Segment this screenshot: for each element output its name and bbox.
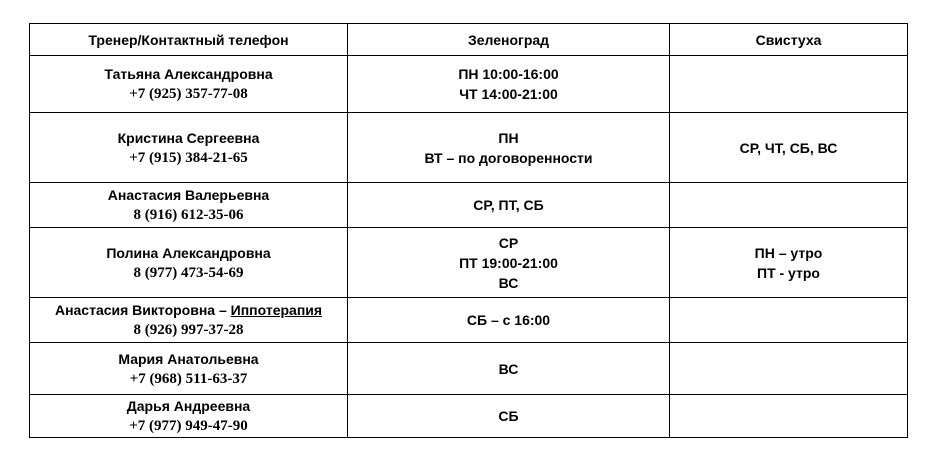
schedule-line: ВС bbox=[498, 274, 519, 291]
trainer-cell bbox=[30, 56, 348, 113]
svistukha-cell bbox=[670, 343, 908, 395]
trainer-name: Мария Анатольевна bbox=[118, 350, 259, 367]
schedule-line: ЧТ 14:00-21:00 bbox=[459, 86, 558, 102]
svistukha-cell bbox=[670, 228, 908, 298]
header-zelenograd: Зеленоград bbox=[348, 24, 670, 56]
schedule-line: ВС bbox=[498, 360, 519, 377]
trainer-cell bbox=[30, 343, 348, 395]
trainer-name: Анастасия Валерьевна bbox=[107, 187, 270, 203]
trainer-phone: +7 (915) 384-21-65 bbox=[129, 149, 248, 166]
zelenograd-cell bbox=[348, 56, 670, 113]
schedule-line: СР, ЧТ, СБ, ВС bbox=[739, 139, 838, 156]
header-svistukha: Свистуха bbox=[670, 24, 908, 56]
trainer-cell bbox=[30, 298, 348, 343]
zelenograd-cell bbox=[348, 228, 670, 298]
schedule-line: СР, ПТ, СБ bbox=[473, 197, 544, 213]
svistukha-cell bbox=[670, 56, 908, 113]
schedule-line: СР bbox=[498, 234, 519, 251]
header-row bbox=[30, 24, 908, 56]
zelenograd-cell bbox=[348, 183, 670, 228]
svistukha-cell bbox=[670, 395, 908, 438]
trainer-phone: +7 (925) 357-77-08 bbox=[129, 86, 248, 102]
schedule-line: СБ – с 16:00 bbox=[466, 312, 551, 328]
zelenograd-cell bbox=[348, 298, 670, 343]
trainer-phone: 8 (977) 473-54-69 bbox=[133, 264, 244, 281]
schedule-line: ПТ - утро bbox=[757, 264, 820, 281]
table-row bbox=[30, 56, 908, 113]
trainer-name: Полина Александровна bbox=[106, 244, 271, 261]
svistukha-cell bbox=[670, 298, 908, 343]
table-row bbox=[30, 113, 908, 183]
table-row bbox=[30, 395, 908, 438]
schedule-line: ПН – утро bbox=[754, 244, 823, 261]
trainer-phone: 8 (926) 997-37-28 bbox=[133, 322, 244, 338]
zelenograd-cell bbox=[348, 113, 670, 183]
schedule-line: ПТ 19:00-21:00 bbox=[459, 254, 558, 271]
trainer-cell bbox=[30, 395, 348, 438]
trainer-cell bbox=[30, 113, 348, 183]
table-row bbox=[30, 228, 908, 298]
svistukha-cell bbox=[670, 183, 908, 228]
trainer-cell bbox=[30, 183, 348, 228]
schedule-line: ПН bbox=[498, 129, 519, 146]
header-trainer: Тренер/Контактный телефон bbox=[30, 24, 348, 56]
schedule-table bbox=[29, 23, 908, 438]
trainer-name-text: Анастасия Викторовна – bbox=[54, 302, 231, 318]
trainer-name bbox=[34, 300, 343, 320]
trainer-name: Татьяна Александровна bbox=[104, 66, 273, 82]
schedule-line: СБ bbox=[498, 408, 519, 424]
schedule-line: ВТ – по договоренности bbox=[424, 149, 593, 166]
trainer-name: Дарья Андреевна bbox=[126, 398, 251, 414]
hippotherapy-link[interactable]: Иппотерапия bbox=[230, 302, 323, 318]
schedule-line: ПН 10:00-16:00 bbox=[458, 66, 559, 82]
trainer-name: Кристина Сергеевна bbox=[117, 129, 260, 146]
zelenograd-cell bbox=[348, 395, 670, 438]
svistukha-cell bbox=[670, 113, 908, 183]
table-row bbox=[30, 343, 908, 395]
table-row bbox=[30, 298, 908, 343]
zelenograd-cell bbox=[348, 343, 670, 395]
trainer-phone: +7 (977) 949-47-90 bbox=[129, 418, 248, 434]
trainer-cell bbox=[30, 228, 348, 298]
trainer-phone: 8 (916) 612-35-06 bbox=[133, 207, 244, 223]
trainer-phone: +7 (968) 511-63-37 bbox=[129, 370, 248, 387]
table-row bbox=[30, 183, 908, 228]
